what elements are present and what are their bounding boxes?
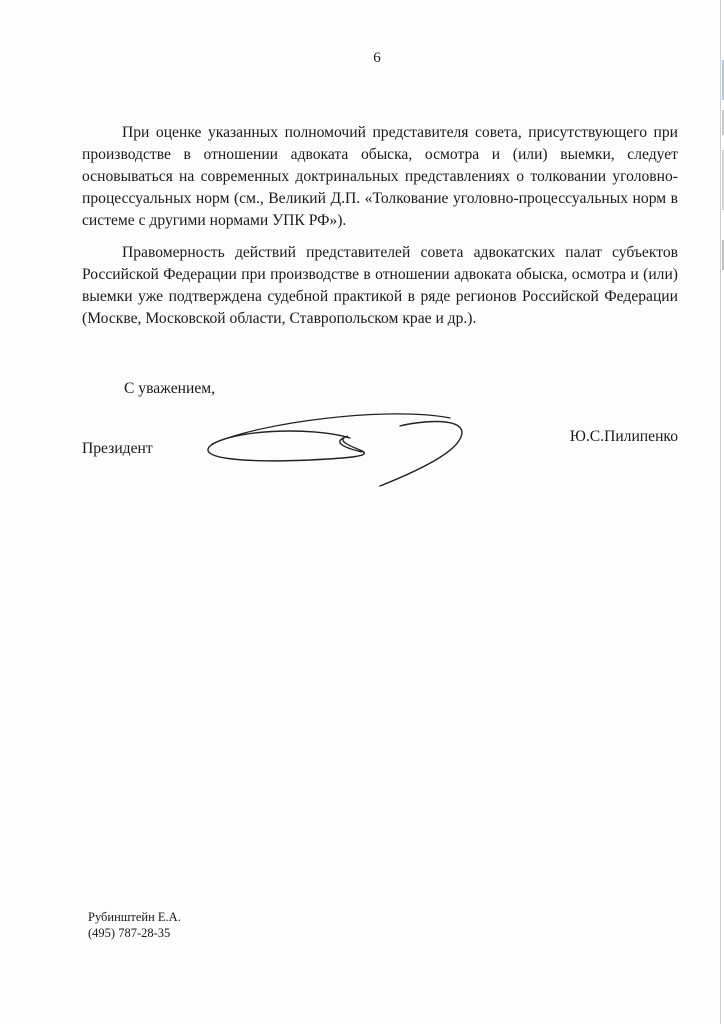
footer-phone: (495) 787-28-35: [88, 926, 171, 940]
body-paragraph-1: При оценке указанных полномочий представителя совета, присутствующего при производстве в отношении адвоката обыска, осмотра и (или) выемки, следует основываться на современных доктринальных представлениях о толковании уголовно-процессуальных норм (см., Великий Д.П. «Толкование уголовно-процессуальных норм в системе с другими нормами УПК РФ»).: [82, 124, 678, 229]
signatory-name: Ю.С.Пилипенко: [569, 428, 678, 445]
body-paragraph-2: Правомерность действий представителей совета адвокатских палат субъектов Российской Федерации при производстве в отношении адвоката обыска, осмотра и (или) выемки уже подтверждена судебной практикой в ряде регионов Российской Федерации (Москве, Московской области, Ставропольском крае и др.).: [82, 244, 678, 327]
closing-salutation: С уважением,: [124, 380, 216, 397]
page-number: 6: [373, 50, 381, 66]
signatory-title: Президент: [82, 440, 153, 457]
scan-edge-artifact: [714, 0, 724, 1024]
footer-author: Рубинштейн Е.А.: [88, 910, 181, 924]
handwritten-signature: [200, 408, 470, 488]
footer-contact: [88, 909, 181, 941]
